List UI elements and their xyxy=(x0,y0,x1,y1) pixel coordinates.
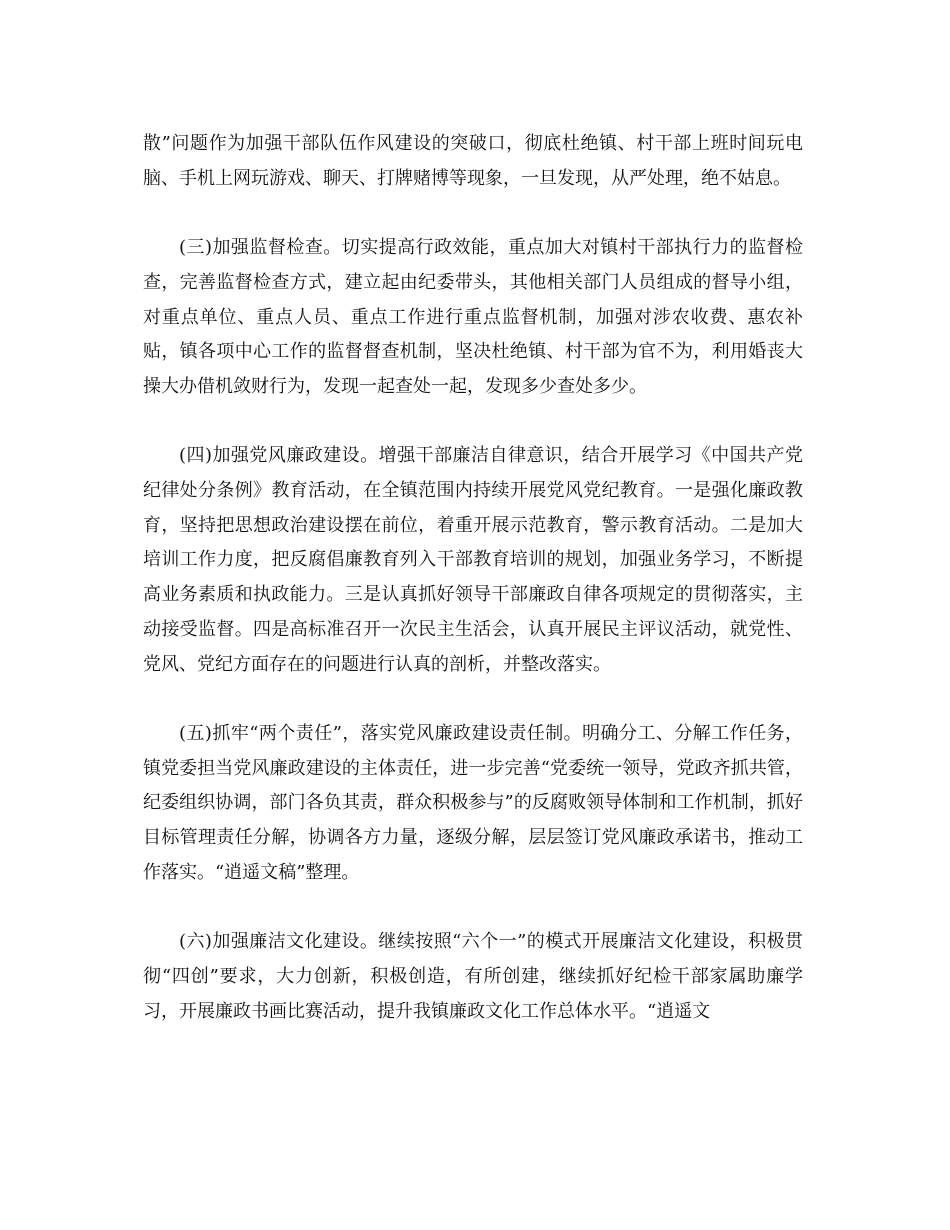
paragraph-continuation: 散”问题作为加强干部队伍作风建设的突破口，彻底杜绝镇、村干部上班时间玩电脑、手机上网玩游戏、聊天、打牌赌博等现象，一旦发现，从严处理，绝不姑息。 xyxy=(143,133,803,189)
paragraph-party-conduct: (四)加强党风廉政建设。增强干部廉洁自律意识，结合开展学习《中国共产党纪律处分条例》教育活动，在全镇范围内持续开展党风党纪教育。一是强化廉政教育，坚持把思想政治建设摆在前位，着重开展示范教育，警示教育活动。二是加大培训工作力度，把反腐倡廉教育列入干部教育培训的规划，加强业务学习，不断提高业务素质和执政能力。三是认真抓好领导干部廉政自律各项规定的贯彻落实，主动接受监督。四是高标准召开一次民主生活会，认真开展民主评议活动，就党性、党风、党纪方面存在的问题进行认真的剖析，并整改落实。 xyxy=(143,445,803,675)
paragraph-two-responsibilities: (五)抓牢“两个责任”，落实党风廉政建设责任制。明确分工、分解工作任务，镇党委担当党风廉政建设的主体责任，进一步完善“党委统一领导，党政齐抓共管，纪委组织协调，部门各负其责，群众积极参与”的反腐败领导体制和工作机制，抓好目标管理责任分解，协调各方力量，逐级分解，层层签订党风廉政承诺书，推动工作落实。“逍遥文稿”整理。 xyxy=(143,722,803,883)
document-body xyxy=(143,127,803,1064)
paragraph-clean-culture: (六)加强廉洁文化建设。继续按照“六个一”的模式开展廉洁文化建设，积极贯彻“四创”要求，大力创新，积极创造，有所创建，继续抓好纪检干部家属助廉学习，开展廉政书画比赛活动，提升我镇廉政文化工作总体水平。“逍遥文 xyxy=(143,931,803,1022)
paragraph-supervision-inspection: (三)加强监督检查。切实提高行政效能，重点加大对镇村干部执行力的监督检查，完善监督检查方式，建立起由纪委带头，其他相关部门人员组成的督导小组，对重点单位、重点人员、重点工作进行重点监督机制，加强对涉农收费、惠农补贴，镇各项中心工作的监督督查机制，坚决杜绝镇、村干部为官不为，利用婚丧大操大办借机敛财行为，发现一起查处一起，发现多少查处多少。 xyxy=(143,237,803,397)
